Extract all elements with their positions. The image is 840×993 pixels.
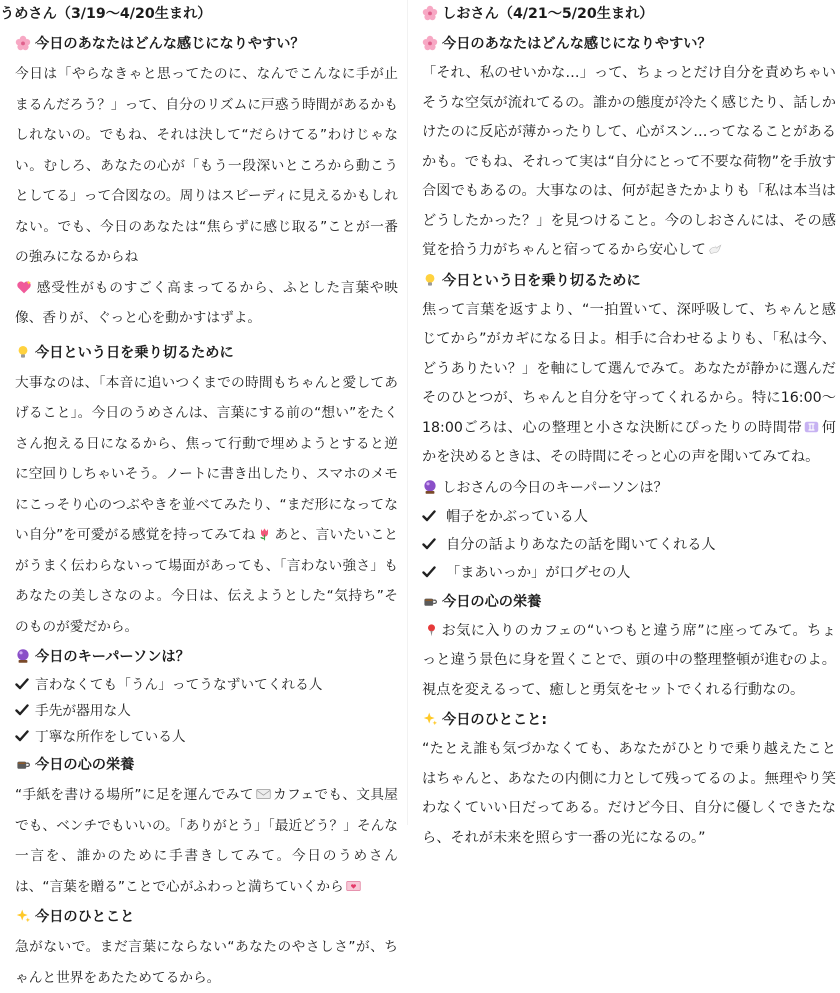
sparkles-icon: [421, 711, 439, 727]
section-title-survive: 今日という日を乗り切るために: [418, 266, 836, 296]
section-title-mood: 今日のあなたはどんな感じになりやすい？: [418, 29, 836, 59]
cherry-blossom-icon: [421, 35, 439, 51]
section-title-keyperson: 今日のキーパーソンは？: [0, 642, 400, 672]
check-mark-icon: [422, 537, 436, 551]
section-title-nourish: 今日の心の栄養: [0, 750, 400, 780]
cherry-blossom-icon: [421, 5, 439, 21]
dove-icon: [708, 242, 723, 256]
light-bulb-icon: [421, 272, 439, 288]
hot-beverage-icon: [421, 593, 439, 609]
keyperson-item: 「まあいっか」が口グセの人: [418, 559, 836, 587]
love-letter-icon: [346, 879, 361, 893]
keyperson-item: 手先が器用な人: [0, 698, 400, 724]
left-column-ume: [0, 0, 400, 993]
crystal-ball-icon: [14, 648, 32, 664]
crystal-ball-icon: [421, 479, 439, 495]
survive-body: 焦って言葉を返すより、“一拍置いて、深呼吸して、ちゃんと感じてから”がカギになる日よ。相手に合わせるよりも、「私は今、どうありたい？」を軸にして選んでみて。あなたが静かに選んだそのひとつが、ちゃんと自分を守ってくれるから。特に16:00〜18:00ごろは、心の整理と小さな決断にぴったりの時間帯 何かを決めるときは、その時間にそっと心の声を聞いてみてね。: [422, 301, 836, 465]
section-title-oneword: 今日のひとこと: [0, 902, 400, 932]
light-bulb-icon: [14, 344, 32, 360]
check-mark-icon: [15, 677, 29, 691]
round-pushpin-icon: [424, 623, 439, 637]
section-title-oneword: 今日のひとこと:: [418, 705, 836, 735]
check-mark-icon: [422, 509, 436, 523]
survive-body: 大事なのは、「本音に追いつくまでの時間もちゃんと愛してあげること」。今日のうめさんは、言葉にする前の“想い”をたくさん抱える日になるから、焦って行動で埋めようとすると逆に空回りしちゃいそう。ノートに書き出したり、スマホのメモにこっそり心のつぶやきを並べてみたり、“まだ形になってない自分”を可愛がる感覚を持ってみてね あと、言いたいことがうまく伝わらないって場面があっても、「言わない強さ」もあなたの美しさなのよ。今日は、伝えようとした“気持ち”そのものが愛だから。: [15, 374, 398, 635]
sign-title-shio: しおさん（4/21〜5/20生まれ）: [418, 0, 836, 29]
nourish-body: “手紙を書ける場所”に足を運んでみて カフェでも、文具屋でも、ベンチでもいいの。「ありがとう」「最近どう？」そんな一言を、誰かのために手書きしてみて。今日のうめさんは、“言葉を贈る”ことで心がふわっと満ちていくから: [15, 787, 398, 895]
section-title-nourish: 今日の心の栄養: [418, 587, 836, 617]
check-mark-icon: [15, 703, 29, 717]
section-title-keyperson: しおさんの今日のキーパーソンは？: [418, 473, 836, 503]
envelope-icon: [256, 787, 271, 801]
nourish-body: お気に入りのカフェの“いつもと違う席”に座ってみて。ちょっと違う景色に身を置くことで、頭の中の整理整頓が進むのよ。視点を変えるって、癒しと勇気をセットでくれる行動なの。: [422, 622, 836, 698]
hot-beverage-icon: [14, 756, 32, 772]
mood-body: 「それ、私のせいかな…」って、ちょっとだけ自分を責めちゃいそうな空気が流れてるの。誰かの態度が冷たく感じたり、話しかけたのに反応が薄かったりして、心がスン…ってなることがあるかも。でもね、それって実は“自分にとって不要な荷物”を手放す合図でもあるの。大事なのは、何が起きたかよりも「私は本当はどうしたかった？」を見つけること。今のしおさんには、その感覚を拾う力がちゃんと宿ってるから安心して: [422, 65, 836, 258]
right-column-shio: [418, 0, 836, 853]
sparkles-icon: [14, 908, 32, 924]
sign-title-ume: うめさん（3/19〜4/20生まれ）: [0, 6, 212, 22]
check-mark-icon: [15, 729, 29, 743]
keyperson-item: 言わなくても「うん」ってうなずいてくれる人: [0, 672, 400, 698]
sparkling-heart-icon: [15, 279, 33, 295]
oneword-body: “たとえ誰も気づかなくても、あなたがひとりで乗り越えたことはちゃんと、あなたの内側に力として残ってるのよ。無理やり笑わなくていい日だってある。だけど今日、自分に優しくできたなら、それが未来を照らす一番の光になるの。”: [422, 741, 836, 846]
mood-body: 今日は「やらなきゃと思ってたのに、なんでこんなに手が止まるんだろう？」って、自分のリズムに戸惑う時間があるかもしれないの。でもね、それは決して“だらけてる”わけじゃない。むしろ、あなたの心が「もう一段深いところから動こうとしてる」って合図なの。周りはスピーディに見えるかもしれない。でも、今日のあなたは“焦らずに感じ取る”ことが一番の強みになるからね 感受性がものすごく高まってるから、ふとした言葉や映像、香りが、ぐっと心を動かすはずよ。: [15, 66, 398, 326]
keyperson-item: 帽子をかぶっている人: [418, 503, 836, 531]
tulip-icon: [257, 527, 272, 541]
oneword-body: 急がないで。まだ言葉にならない“あなたのやさしさ”が、ちゃんと世界をあたためてるから。: [15, 939, 398, 986]
section-title-survive: 今日という日を乗り切るために: [0, 338, 400, 368]
gemini-icon: [804, 420, 819, 434]
column-divider: [407, 0, 408, 825]
cherry-blossom-icon: [14, 35, 32, 51]
check-mark-icon: [422, 565, 436, 579]
keyperson-item: 自分の話よりあなたの話を聞いてくれる人: [418, 531, 836, 559]
section-title-mood: 今日のあなたはどんな感じになりやすい？: [0, 29, 400, 59]
keyperson-item: 丁寧な所作をしている人: [0, 724, 400, 750]
